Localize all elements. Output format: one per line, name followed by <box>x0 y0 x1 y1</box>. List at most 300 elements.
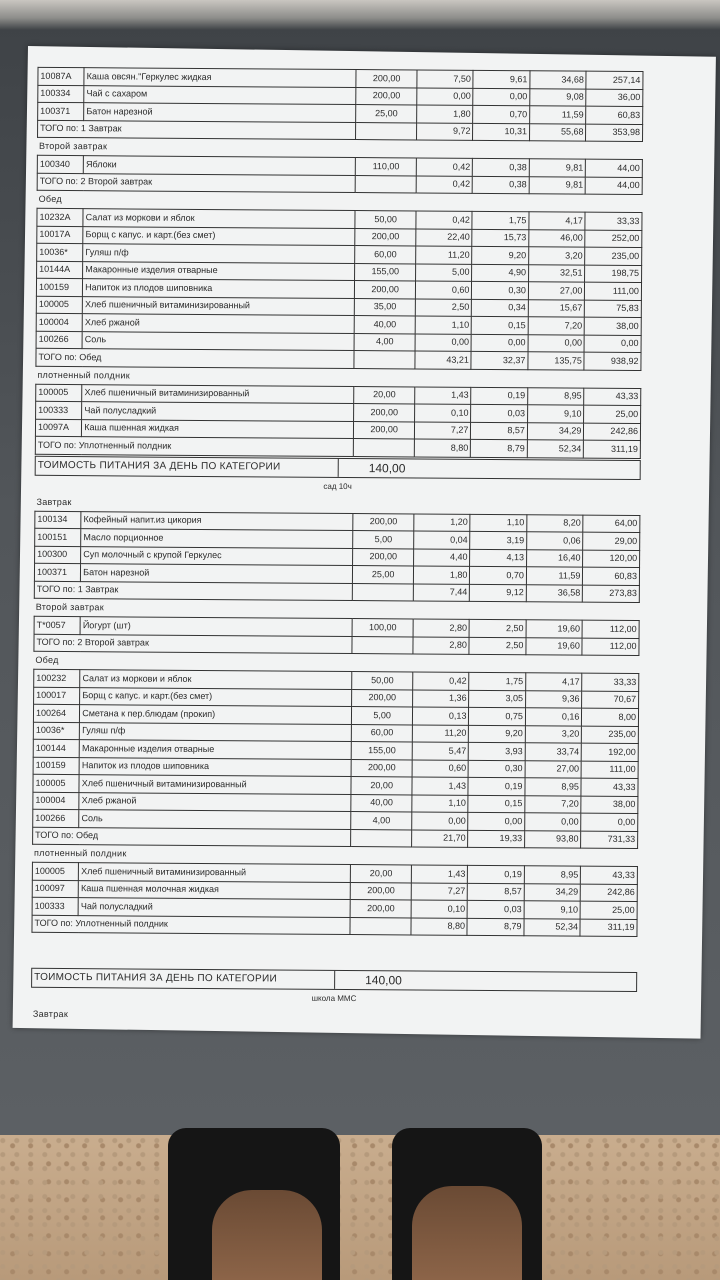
total-protein: 8,80 <box>411 917 468 935</box>
carb-value: 8,95 <box>524 866 581 884</box>
total-fat: 10,31 <box>473 123 530 141</box>
total-label: ТОГО по: 1 Завтрак <box>34 581 353 601</box>
carb-value: 4,17 <box>529 212 586 230</box>
dish-name: Салат из моркови и яблок <box>83 209 355 228</box>
total-label: ТОГО по: Уплотненный полдник <box>35 436 354 456</box>
dish-code: 100159 <box>36 278 82 296</box>
fat-value: 0,19 <box>471 387 528 405</box>
dish-weight: 60,00 <box>352 724 413 742</box>
total-carb: 52,34 <box>524 918 581 936</box>
protein-value: 0,13 <box>412 707 469 725</box>
energy-value: 38,00 <box>581 796 638 814</box>
meal-section-title: Обед <box>38 193 62 204</box>
protein-value: 1,80 <box>413 566 470 584</box>
dish-weight: 200,00 <box>355 228 416 246</box>
dish-name: Чай полусладкий <box>78 898 350 917</box>
energy-value: 257,14 <box>586 71 643 89</box>
protein-value: 0,60 <box>412 759 469 777</box>
energy-value: 242,86 <box>581 884 638 902</box>
dish-name: Соль <box>82 331 354 350</box>
energy-value: 25,00 <box>581 901 638 919</box>
dish-code: 100005 <box>36 296 82 314</box>
energy-value: 235,00 <box>585 247 642 265</box>
fat-value: 0,15 <box>472 316 529 334</box>
school-caption: школа ММС <box>311 993 357 1004</box>
protein-value: 0,10 <box>411 900 468 918</box>
carb-value: 16,40 <box>527 549 584 567</box>
total-protein: 7,44 <box>413 583 470 601</box>
dish-weight: 35,00 <box>355 298 416 316</box>
fat-value: 9,20 <box>469 725 526 743</box>
dish-weight: 40,00 <box>351 794 412 812</box>
protein-value: 5,00 <box>416 263 473 281</box>
dish-name: Сметана к пер.блюдам (прокип) <box>80 705 352 724</box>
dish-code: 100005 <box>33 774 79 792</box>
total-weight-empty <box>351 829 412 847</box>
day-cost-value: 140,00 <box>338 458 569 478</box>
dish-name: Напиток из плодов шиповника <box>79 757 351 776</box>
dish-weight: 200,00 <box>354 421 415 439</box>
total-energy: 44,00 <box>586 177 643 195</box>
fat-value: 1,75 <box>469 672 526 690</box>
dish-name: Хлеб пшеничный витаминизированный <box>79 863 351 882</box>
dish-weight: 5,00 <box>352 707 413 725</box>
energy-value: 112,00 <box>582 620 639 638</box>
dish-weight: 25,00 <box>356 105 417 123</box>
fat-value: 0,38 <box>473 158 530 176</box>
dish-name: Макаронные изделия отварные <box>83 261 355 280</box>
energy-value: 111,00 <box>585 282 642 300</box>
total-fat: 9,12 <box>470 584 527 602</box>
energy-value: 29,00 <box>583 532 640 550</box>
menu-block-school <box>31 493 640 937</box>
dish-name: Каша овсян."Геркулес жидкая <box>84 68 356 87</box>
total-energy: 273,83 <box>583 585 640 603</box>
total-fat: 0,38 <box>473 176 530 194</box>
left-knee <box>212 1190 322 1280</box>
dish-code: 10087А <box>38 67 84 85</box>
dish-code: 100300 <box>35 546 81 564</box>
carb-value: 34,29 <box>524 883 581 901</box>
energy-value: 111,00 <box>582 761 639 779</box>
meal-table <box>35 383 641 458</box>
dish-weight: 200,00 <box>353 513 414 531</box>
dish-weight: 200,00 <box>354 404 415 422</box>
fat-value: 0,34 <box>472 299 529 317</box>
dish-code: 10036* <box>33 722 79 740</box>
protein-value: 2,50 <box>415 298 472 316</box>
menu-sheet <box>31 67 644 1027</box>
dish-weight: 50,00 <box>352 672 413 690</box>
protein-value: 0,00 <box>415 333 472 351</box>
carb-value: 15,67 <box>528 299 585 317</box>
dish-name: Батон нарезной <box>84 103 356 122</box>
fat-value: 1,75 <box>472 211 529 229</box>
dish-weight: 155,00 <box>352 742 413 760</box>
board-top-edge <box>0 0 720 30</box>
carb-value: 8,95 <box>525 778 582 796</box>
total-protein: 9,72 <box>417 122 474 140</box>
total-energy: 311,19 <box>584 440 641 458</box>
dish-name: Напиток из плодов шиповника <box>83 279 355 298</box>
dish-name: Хлеб пшеничный витаминизированный <box>83 296 355 315</box>
protein-value: 0,42 <box>416 211 473 229</box>
total-carb: 36,58 <box>526 584 583 602</box>
carb-value: 32,51 <box>528 264 585 282</box>
energy-value: 60,83 <box>586 106 643 124</box>
fat-value: 3,05 <box>469 690 526 708</box>
carb-value: 34,29 <box>527 422 584 440</box>
dish-code: 100334 <box>38 85 84 103</box>
fat-value: 0,15 <box>468 795 525 813</box>
fat-value: 4,90 <box>472 264 529 282</box>
total-protein: 0,42 <box>416 175 473 193</box>
dish-weight: 4,00 <box>354 333 415 351</box>
dish-name: Яблоки <box>83 156 355 175</box>
carb-value: 0,00 <box>525 813 582 831</box>
fat-value: 0,30 <box>469 760 526 778</box>
protein-value: 1,43 <box>411 865 468 883</box>
meal-table <box>37 155 643 195</box>
fat-value: 0,00 <box>472 334 529 352</box>
dish-weight: 200,00 <box>350 900 411 918</box>
dish-name: Хлеб ржаной <box>82 314 354 333</box>
dish-name: Масло порционное <box>81 529 353 548</box>
energy-value: 8,00 <box>582 708 639 726</box>
dish-code: 100266 <box>36 331 82 349</box>
dish-code: 10017А <box>37 226 83 244</box>
dish-code: 10036* <box>37 243 83 261</box>
dish-weight: 20,00 <box>351 777 412 795</box>
energy-value: 43,33 <box>584 388 641 406</box>
energy-value: 235,00 <box>582 726 639 744</box>
dish-name: Йогурт (шт) <box>80 617 352 636</box>
dish-code: 100134 <box>35 511 81 529</box>
fat-value: 8,57 <box>468 883 525 901</box>
dish-weight: 20,00 <box>351 865 412 883</box>
protein-value: 11,20 <box>412 724 469 742</box>
meal-section-title: плотненный полдник <box>37 369 130 380</box>
total-label: ТОГО по: 2 Второй завтрак <box>37 173 356 193</box>
energy-value: 25,00 <box>584 405 641 423</box>
energy-value: 0,00 <box>581 813 638 831</box>
protein-value: 0,04 <box>414 531 471 549</box>
meal-section-title: плотненный полдник <box>33 847 127 859</box>
meal-table <box>37 67 643 142</box>
dish-name: Борщ с капус. и карт.(без смет) <box>83 226 355 245</box>
meal-table <box>34 510 641 603</box>
energy-value: 60,83 <box>583 567 640 585</box>
fat-value: 9,61 <box>473 70 530 88</box>
protein-value: 7,27 <box>414 421 471 439</box>
dish-code: 100144 <box>33 739 79 757</box>
dish-code: 100371 <box>34 563 80 581</box>
fat-value: 2,50 <box>470 619 527 637</box>
total-energy: 731,33 <box>581 831 638 849</box>
protein-value: 0,00 <box>412 812 469 830</box>
total-weight-empty <box>353 583 414 601</box>
carb-value: 7,20 <box>528 317 585 335</box>
dish-weight: 110,00 <box>356 158 417 176</box>
dish-name: Чай с сахаром <box>84 85 356 104</box>
carb-value: 9,08 <box>530 88 587 106</box>
meal-table <box>31 862 637 937</box>
carb-value: 46,00 <box>529 229 586 247</box>
total-protein: 2,80 <box>413 636 470 654</box>
menu-paper-sheet <box>13 46 716 1039</box>
protein-value: 1,43 <box>415 386 472 404</box>
dish-code: 100151 <box>35 528 81 546</box>
energy-value: 70,67 <box>582 691 639 709</box>
meal-table <box>35 208 642 371</box>
fat-value: 0,19 <box>468 865 525 883</box>
total-weight-empty <box>352 636 413 654</box>
total-weight-empty <box>356 175 417 193</box>
total-fat: 2,50 <box>469 637 526 655</box>
dish-name: Чай полусладкий <box>82 402 354 421</box>
total-protein: 21,70 <box>412 829 469 847</box>
dish-name: Соль <box>79 810 351 829</box>
protein-value: 1,10 <box>412 794 469 812</box>
protein-value: 0,60 <box>415 281 472 299</box>
dish-name: Батон нарезной <box>81 564 353 583</box>
right-knee <box>412 1186 522 1280</box>
dish-weight: 25,00 <box>353 566 414 584</box>
carb-value: 34,68 <box>530 71 587 89</box>
dish-code: 100005 <box>32 862 78 880</box>
dish-weight: 200,00 <box>356 70 417 88</box>
protein-value: 1,20 <box>414 513 471 531</box>
energy-value: 38,00 <box>585 317 642 335</box>
day-cost-label: ТОИМОСТЬ ПИТАНИЯ ЗА ДЕНЬ ПО КАТЕГОРИИ <box>37 459 281 473</box>
dish-name: Хлеб пшеничный витаминизированный <box>82 384 354 403</box>
dish-name: Каша пшенная жидкая <box>82 419 354 438</box>
energy-value: 43,33 <box>581 778 638 796</box>
dish-code: 100004 <box>36 313 82 331</box>
fat-value: 9,20 <box>472 246 529 264</box>
carb-value: 27,00 <box>528 282 585 300</box>
carb-value: 27,00 <box>525 760 582 778</box>
dish-name: Макаронные изделия отварные <box>79 740 351 759</box>
fat-value: 0,30 <box>472 281 529 299</box>
energy-value: 33,33 <box>582 673 639 691</box>
carb-value: 0,06 <box>527 532 584 550</box>
carb-value: 7,20 <box>525 795 582 813</box>
dish-weight: 50,00 <box>355 211 416 229</box>
carb-value: 3,20 <box>529 247 586 265</box>
dish-code: 100004 <box>33 792 79 810</box>
school-caption: сад 10ч <box>323 481 352 491</box>
carb-value: 11,59 <box>530 106 587 124</box>
protein-value: 0,00 <box>417 87 474 105</box>
meal-section-title: Завтрак <box>36 496 72 507</box>
energy-value: 198,75 <box>585 265 642 283</box>
protein-value: 4,40 <box>414 548 471 566</box>
carb-value: 8,95 <box>528 387 585 405</box>
menu-block-kindergarten <box>35 67 644 459</box>
protein-value: 1,80 <box>417 105 474 123</box>
total-carb: 52,34 <box>527 440 584 458</box>
total-carb: 93,80 <box>525 830 582 848</box>
dish-name: Борщ с капус. и карт.(без смет) <box>80 687 352 706</box>
fat-value: 0,03 <box>471 404 528 422</box>
carb-value: 3,20 <box>525 725 582 743</box>
dish-name: Салат из моркови и яблок <box>80 670 352 689</box>
total-carb: 9,81 <box>529 176 586 194</box>
protein-value: 1,43 <box>412 777 469 795</box>
meal-table <box>33 616 639 656</box>
dish-weight: 4,00 <box>351 812 412 830</box>
carb-value: 8,20 <box>527 514 584 532</box>
protein-value: 0,10 <box>415 404 472 422</box>
carb-value: 4,17 <box>526 673 583 691</box>
dish-code: 100333 <box>36 401 82 419</box>
protein-value: 1,10 <box>415 316 472 334</box>
dish-code: 100340 <box>37 155 83 173</box>
total-label: ТОГО по: 1 Завтрак <box>38 120 357 140</box>
energy-value: 252,00 <box>585 230 642 248</box>
protein-value: 5,47 <box>412 742 469 760</box>
dish-code: 10144А <box>37 261 83 279</box>
energy-value: 36,00 <box>586 89 643 107</box>
total-weight-empty <box>356 122 417 140</box>
dish-code: Т*0057 <box>34 616 80 634</box>
energy-value: 43,33 <box>581 866 638 884</box>
carb-value: 9,81 <box>529 159 586 177</box>
dish-code: 100097 <box>32 880 78 898</box>
fat-value: 0,00 <box>473 88 530 106</box>
total-fat: 8,79 <box>471 439 528 457</box>
protein-value: 0,42 <box>413 672 470 690</box>
meal-table <box>32 669 639 849</box>
total-protein: 43,21 <box>415 351 472 369</box>
dish-weight: 200,00 <box>355 281 416 299</box>
total-row <box>35 436 640 458</box>
carb-value: 33,74 <box>525 743 582 761</box>
dish-weight: 200,00 <box>351 759 412 777</box>
dish-name: Гуляш п/ф <box>80 722 352 741</box>
protein-value: 1,36 <box>413 689 470 707</box>
dish-weight: 5,00 <box>353 531 414 549</box>
fat-value: 15,73 <box>472 229 529 247</box>
meal-section-title: Обед <box>35 654 59 665</box>
dish-weight: 200,00 <box>356 87 417 105</box>
total-energy: 112,00 <box>582 638 639 656</box>
total-energy: 311,19 <box>580 919 637 937</box>
dish-weight: 200,00 <box>353 548 414 566</box>
energy-value: 192,00 <box>582 743 639 761</box>
carb-value: 9,10 <box>524 901 581 919</box>
total-carb: 135,75 <box>528 352 585 370</box>
total-fat: 19,33 <box>468 830 525 848</box>
total-fat: 8,79 <box>467 918 524 936</box>
fat-value: 0,70 <box>473 105 530 123</box>
total-weight-empty <box>350 917 411 935</box>
carb-value: 9,36 <box>526 690 583 708</box>
day-cost-label: ТОИМОСТЬ ПИТАНИЯ ЗА ДЕНЬ ПО КАТЕГОРИИ <box>34 971 278 985</box>
fat-value: 3,93 <box>469 742 526 760</box>
dish-weight: 100,00 <box>352 619 413 637</box>
total-label: ТОГО по: 2 Второй завтрак <box>34 634 353 654</box>
total-energy: 353,98 <box>586 124 643 142</box>
meal-section-title: Второй завтрак <box>35 601 105 613</box>
protein-value: 2,80 <box>413 619 470 637</box>
carb-value: 11,59 <box>526 567 583 585</box>
dish-name: Суп молочный с крупой Геркулес <box>81 546 353 565</box>
protein-value: 11,20 <box>416 246 473 264</box>
dish-code: 100266 <box>33 809 79 827</box>
dish-name: Каша пшенная молочная жидкая <box>78 880 350 899</box>
total-weight-empty <box>354 439 415 457</box>
protein-value: 22,40 <box>416 228 473 246</box>
dish-weight: 40,00 <box>355 316 416 334</box>
dish-weight: 60,00 <box>355 246 416 264</box>
energy-value: 120,00 <box>583 550 640 568</box>
dish-weight: 20,00 <box>354 386 415 404</box>
dish-code: 10232А <box>37 208 83 226</box>
dish-code: 100232 <box>34 669 80 687</box>
fat-value: 3,19 <box>470 531 527 549</box>
dish-code: 100264 <box>33 704 79 722</box>
energy-value: 33,33 <box>585 212 642 230</box>
carb-value: 0,00 <box>528 334 585 352</box>
carb-value: 9,10 <box>528 405 585 423</box>
dish-code: 100159 <box>33 757 79 775</box>
dish-weight: 155,00 <box>355 263 416 281</box>
total-energy: 938,92 <box>584 352 641 370</box>
day-cost-value: 140,00 <box>334 971 565 991</box>
total-weight-empty <box>354 351 415 369</box>
meal-section-title: Второй завтрак <box>38 140 108 152</box>
total-fat: 32,37 <box>471 351 528 369</box>
floor <box>0 1135 720 1280</box>
dish-name: Хлеб ржаной <box>79 792 351 811</box>
energy-value: 0,00 <box>584 335 641 353</box>
total-carb: 19,60 <box>526 637 583 655</box>
dish-weight: 200,00 <box>352 689 413 707</box>
fat-value: 1,10 <box>470 514 527 532</box>
carb-value: 0,16 <box>525 708 582 726</box>
fat-value: 4,13 <box>470 549 527 567</box>
energy-value: 64,00 <box>583 515 640 533</box>
dish-code: 100017 <box>34 687 80 705</box>
energy-value: 242,86 <box>584 423 641 441</box>
fat-value: 8,57 <box>471 422 528 440</box>
energy-value: 44,00 <box>586 159 643 177</box>
carb-value: 19,60 <box>526 620 583 638</box>
total-label: ТОГО по: Обед <box>33 827 352 847</box>
protein-value: 7,50 <box>417 70 474 88</box>
dish-code: 100371 <box>38 102 84 120</box>
dish-code: 10097А <box>35 419 81 437</box>
fat-value: 0,00 <box>468 812 525 830</box>
total-label: ТОГО по: Уплотненный полдник <box>32 915 351 935</box>
energy-value: 75,83 <box>585 300 642 318</box>
protein-value: 0,42 <box>416 158 473 176</box>
fat-value: 0,03 <box>468 900 525 918</box>
fat-value: 0,70 <box>470 566 527 584</box>
total-protein: 8,80 <box>414 439 471 457</box>
fat-value: 0,75 <box>469 707 526 725</box>
protein-value: 7,27 <box>411 882 468 900</box>
dish-weight: 200,00 <box>351 882 412 900</box>
next-section-title: Завтрак <box>32 1008 69 1020</box>
dish-name: Гуляш п/ф <box>83 244 355 263</box>
total-carb: 55,68 <box>529 123 586 141</box>
dish-name: Хлеб пшеничный витаминизированный <box>79 775 351 794</box>
total-label: ТОГО по: Обед <box>36 348 355 368</box>
fat-value: 0,19 <box>468 777 525 795</box>
